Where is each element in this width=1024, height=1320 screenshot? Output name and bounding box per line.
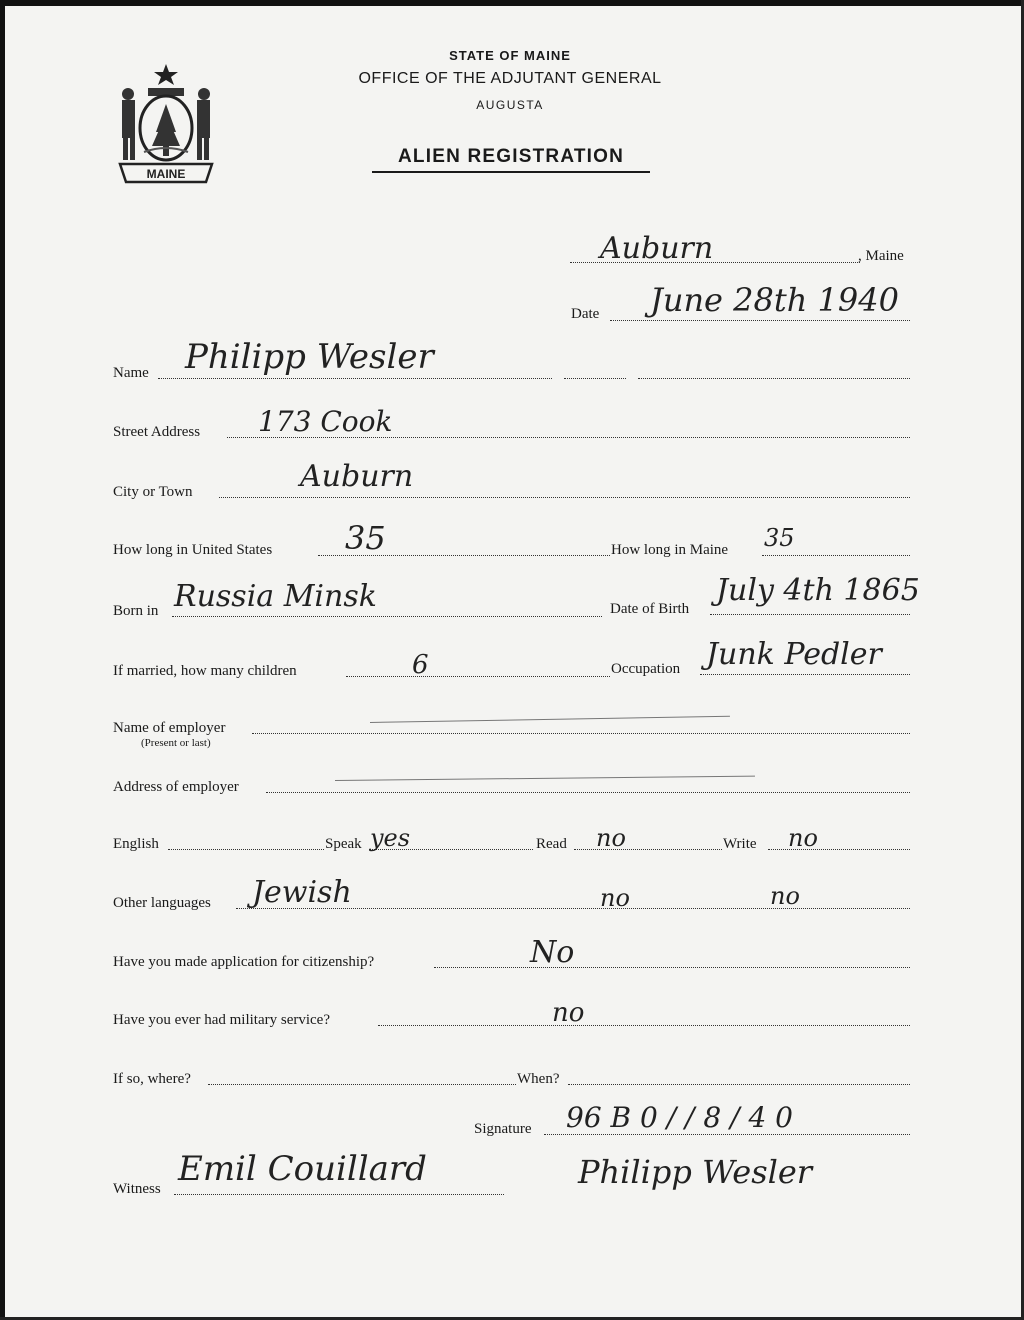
date-value: June 28th 1940 xyxy=(650,281,899,319)
maine-state-seal-icon xyxy=(110,60,222,188)
speak-label: Speak xyxy=(325,836,362,852)
street-value: 173 Cook xyxy=(258,405,393,438)
how-long-maine-line xyxy=(762,555,910,556)
occupation-label: Occupation xyxy=(611,661,681,677)
date-line xyxy=(610,320,910,321)
seal-motto: MAINE xyxy=(146,167,186,181)
employer-label: Name of employer xyxy=(113,720,226,736)
english-label: English xyxy=(113,836,159,852)
how-long-maine-label: How long in Maine xyxy=(611,542,729,558)
signature-scrawl: 96 B 0 / / 8 / 4 0 xyxy=(566,1101,793,1134)
born-in-label: Born in xyxy=(113,603,159,619)
english-line xyxy=(168,849,324,850)
occupation-value: Junk Pedler xyxy=(706,637,882,672)
name-line-2 xyxy=(564,378,626,379)
employer-sublabel: (Present or last) xyxy=(141,737,211,749)
city-line xyxy=(219,497,910,498)
employer-line xyxy=(252,733,910,734)
where-label: If so, where? xyxy=(113,1071,191,1087)
scan-border-top xyxy=(0,0,1024,6)
street-label: Street Address xyxy=(113,424,201,440)
how-long-us-label: How long in United States xyxy=(113,542,273,558)
city-label: City or Town xyxy=(113,484,193,500)
years-us-value: 35 xyxy=(345,519,386,557)
name-label: Name xyxy=(113,365,149,381)
other-language-value: Jewish xyxy=(252,875,352,910)
employer-blank-stroke xyxy=(370,716,730,723)
where-line xyxy=(208,1084,516,1085)
name-value: Philipp Wesler xyxy=(185,337,434,377)
witness-label: Witness xyxy=(113,1181,161,1197)
employer-address-label: Address of employer xyxy=(113,779,239,795)
employer-address-blank-stroke xyxy=(335,776,755,781)
born-in-line xyxy=(172,616,602,617)
occupation-line xyxy=(700,674,910,675)
read-label: Read xyxy=(536,836,567,852)
other-read-value: no xyxy=(600,884,630,912)
header-office: OFFICE OF THE ADJUTANT GENERAL xyxy=(358,70,662,87)
name-line-3 xyxy=(638,378,910,379)
witness-value: Emil Couillard xyxy=(178,1149,427,1189)
date-of-birth-label: Date of Birth xyxy=(610,601,690,617)
name-line-1 xyxy=(158,378,552,379)
date-label: Date xyxy=(571,306,600,322)
english-read-value: no xyxy=(596,824,626,852)
header-state: STATE OF MAINE xyxy=(449,48,571,63)
header-city: AUGUSTA xyxy=(476,98,544,112)
maine-label: , Maine xyxy=(858,248,904,264)
citizenship-value: No xyxy=(530,935,575,970)
military-line xyxy=(378,1025,910,1026)
scan-border-left xyxy=(0,0,5,1320)
employer-address-line xyxy=(266,792,910,793)
english-speak-value: yes xyxy=(370,824,411,852)
date-of-birth-value: July 4th 1865 xyxy=(716,573,920,608)
when-label: When? xyxy=(517,1071,560,1087)
military-label: Have you ever had military service? xyxy=(113,1012,330,1028)
signature-line xyxy=(544,1134,910,1135)
born-in-value: Russia Minsk xyxy=(174,579,377,614)
signed-name: Philipp Wesler xyxy=(578,1153,813,1191)
date-of-birth-line xyxy=(710,614,910,615)
citizenship-label: Have you made application for citizenship? xyxy=(113,954,375,970)
witness-line xyxy=(174,1194,504,1195)
citizenship-line xyxy=(434,967,910,968)
when-line xyxy=(568,1084,910,1085)
signature-label: Signature xyxy=(474,1121,532,1137)
children-line xyxy=(346,676,610,677)
years-maine-value: 35 xyxy=(764,524,795,552)
other-write-value: no xyxy=(770,882,800,910)
form-title: ALIEN REGISTRATION xyxy=(372,146,650,173)
other-languages-label: Other languages xyxy=(113,895,211,911)
write-label: Write xyxy=(723,836,757,852)
english-write-value: no xyxy=(788,824,818,852)
city-value: Auburn xyxy=(300,459,414,494)
children-value: 6 xyxy=(412,650,429,680)
place-value: Auburn xyxy=(600,231,714,266)
children-label: If married, how many children xyxy=(113,663,297,679)
military-value: no xyxy=(552,998,585,1028)
